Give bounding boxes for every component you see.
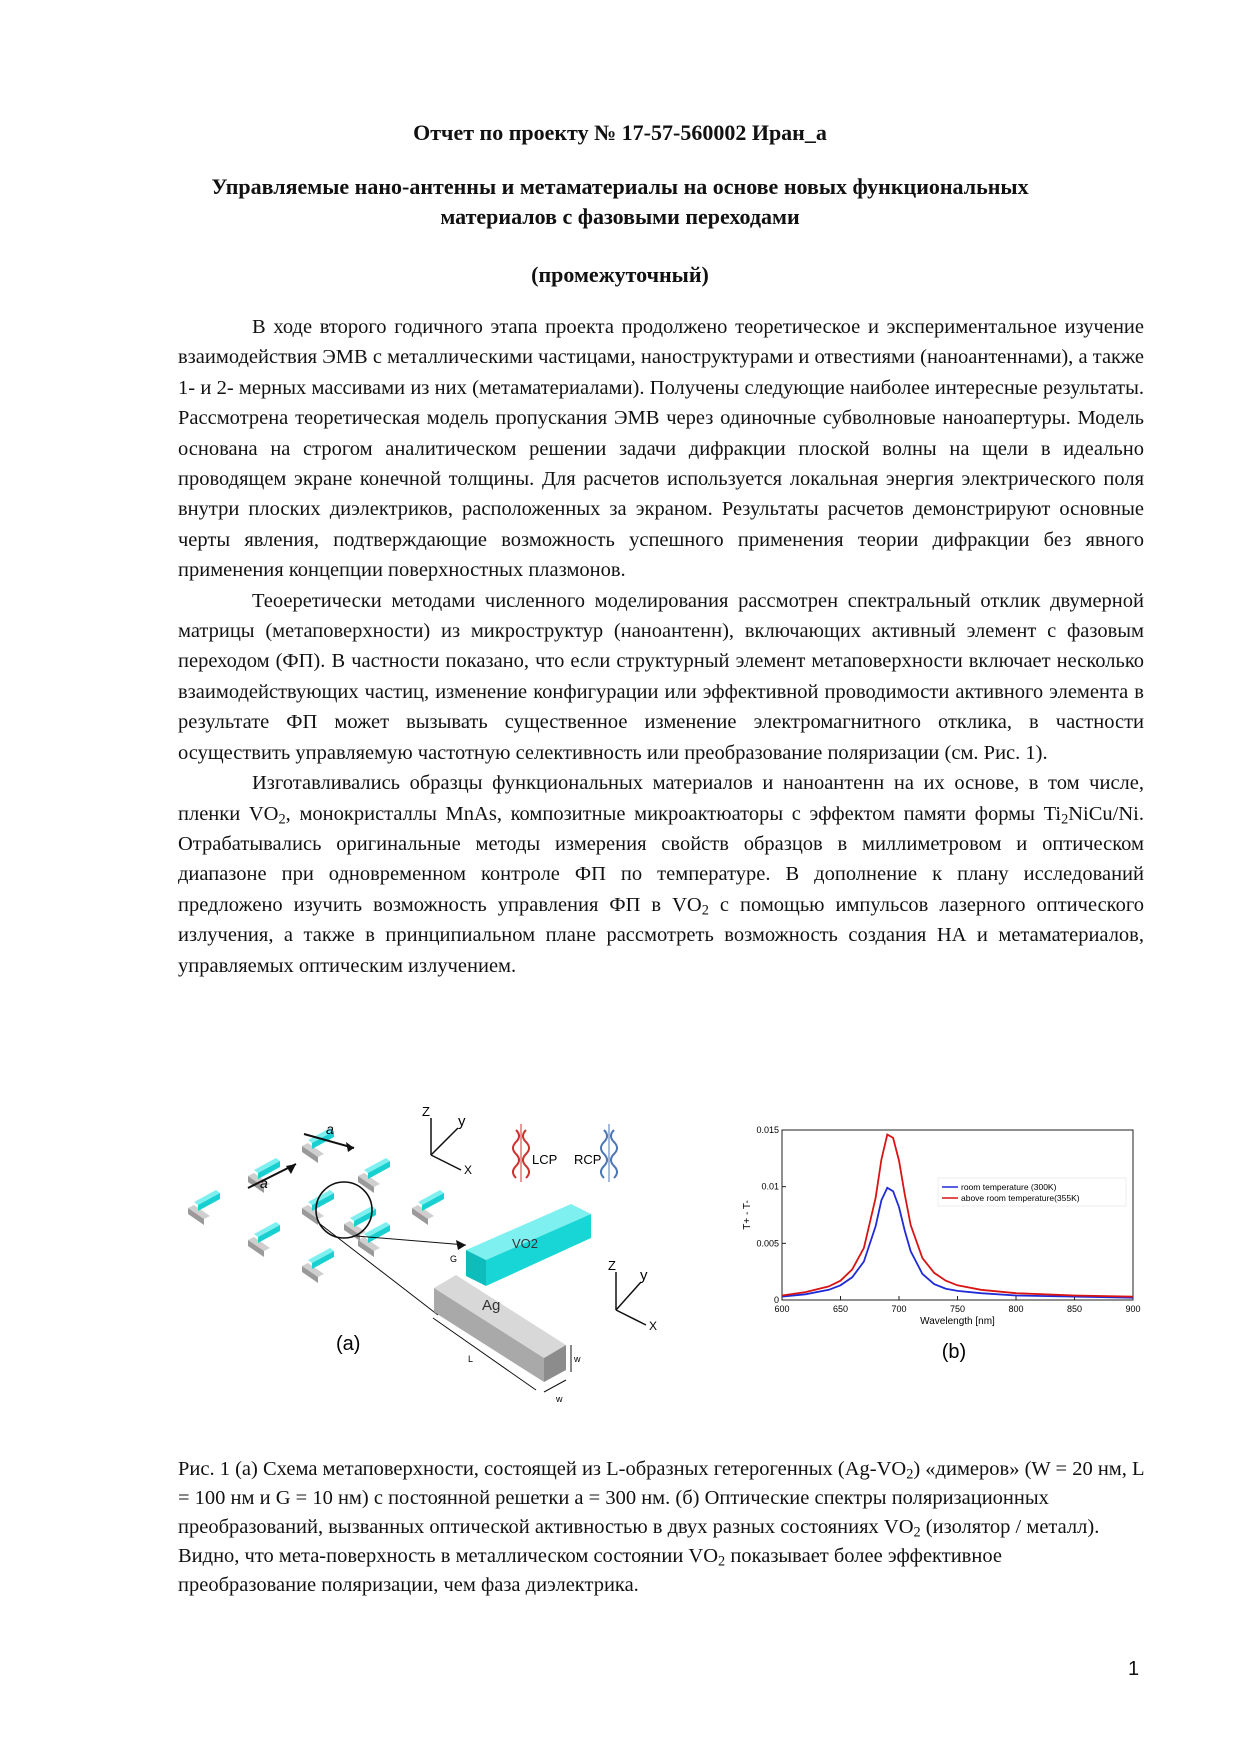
x-tick-label: 900 (1125, 1304, 1141, 1314)
y-axis-label: T+ - T- (742, 1200, 753, 1230)
lcp-helix-icon (513, 1130, 519, 1178)
rcp-label: RCP (574, 1152, 602, 1167)
zoom-arrow-head (456, 1240, 466, 1250)
y-tick-label: 0.01 (761, 1181, 779, 1192)
axis-x-bottom: X (649, 1319, 658, 1333)
ag-label: Ag (482, 1297, 501, 1314)
report-subtitle: Управляемые нано-антенны и метаматериалы на основе новых функциональных материалов с фазовыми переходами (211, 174, 1029, 229)
page-number: 1 (1128, 1658, 1140, 1680)
dimer-7 (358, 1222, 390, 1257)
paragraph-3: Изготавливались образцы функциональных материалов и наноантенн на их основе, в том числе, пленки $VO_2$, монокристаллы MnAs, композитные микроактюаторы с эффектом памяти формы $Ti_2NiCu/Ni$. Отрабатывались оригинальные методы измерения свойств образцов в миллиметровом и оптическом диапазоне при одновременном контроле ФП по температуре. В дополнение к плану исследований предложено изучить возможность управления ФП в $VO_2$ с помощью импульсов лазерного оптического излучения, а также в принципиальном плане рассмотреть возможность создания НА и метаматериалов, управляемых оптическим излучением. (178, 772, 1144, 977)
y-tick-label: 0.015 (756, 1125, 779, 1135)
y-tick-label: 0.005 (756, 1238, 779, 1249)
axis-y-bottom: y (640, 1267, 648, 1284)
paragraph-1: В ходе второго годичного этапа проекта продолжено теоретическое и экспериментальное изучение взаимодействия ЭМВ с металлическими частицами, наноструктурами и отвестиями (наноантеннами), а также 1- и 2- мерных массивами из них (метаматериалами). Получены следующие наиболее интересные результаты. Рассмотрена теоретическая модель пропускания ЭМВ через одиночные субволновые наноапертуры. Модель основана на строгом аналитическом решении задачи дифракции плоской волны на щели в идеально проводящем экране конечной толщины. Для расчетов используется локальная энергия электрического поля внутри плоских диэлектриков, расположенных за экраном. Результаты расчетов демонстрируют основные черты явления, подтверждающие возможность успешного применения теории дифракции без явного применения концепции поверхностных плазмонов. (178, 316, 1144, 582)
plot-area (782, 1130, 1133, 1300)
ag-bar (434, 1275, 566, 1382)
lattice-label-a1: a (326, 1121, 334, 1137)
x-tick-label: 750 (949, 1304, 966, 1314)
panel-a-label: (a) (336, 1333, 361, 1355)
height-label: w (574, 1354, 581, 1364)
paragraph-2: Теоеретически методами численного моделирования рассмотрен спектральный отклик двумерной матрицы (метаповерхности) из микроструктур (наноантенн), включающих активный элемент с фазовым переходом (ФП). В частности показано, что если структурный элемент метаповерхности включает несколько взаимодействующих частиц, изменение конфигурации или эффективной проводимости активного элемента в результате ФП может вызывать существенное изменение электромагнитного отклика, в частности осуществить управляемую частотную селективность или преобразование поляризации (см. Рис. 1). (178, 589, 1144, 764)
report-stage: (промежуточный) (531, 262, 709, 287)
x-tick-label: 850 (1066, 1304, 1083, 1314)
legend-label-2: above room temperature(355K) (961, 1193, 1080, 1203)
report-title: Отчет по проекту № 17-57-560002 Иран_а (413, 120, 827, 145)
x-tick-label: 600 (774, 1304, 790, 1314)
report-body (178, 312, 1144, 981)
dimer-6 (248, 1222, 280, 1257)
dimer-8 (412, 1190, 444, 1225)
length-label: L (468, 1354, 474, 1364)
dimer-3 (188, 1190, 220, 1225)
legend-label-1: room temperature (300K) (961, 1182, 1057, 1192)
panel-b-label: (b) (941, 1341, 967, 1363)
axis-z-top: Z (422, 1104, 430, 1119)
rcp-helix-icon (601, 1130, 607, 1178)
figure-b-chart (738, 1122, 1163, 1427)
axes-top (431, 1118, 461, 1170)
width-label: w (556, 1394, 563, 1404)
axis-y-top: y (458, 1113, 466, 1130)
x-tick-label: 650 (832, 1304, 849, 1314)
gap-label: G (450, 1254, 458, 1264)
dimer-9 (302, 1248, 334, 1283)
lattice-label-a2: a (260, 1175, 268, 1191)
x-tick-label: 800 (1008, 1304, 1024, 1314)
figure-a-schematic (176, 1100, 731, 1420)
x-axis-label: Wavelength [nm] (920, 1316, 995, 1327)
figure-caption: Рис. 1 (а) Схема метаповерхности, состоящей из L-образных гетерогенных $(Ag-VO_2)$ «димеров» (W = 20 нм, L = 100 нм и G = 10 нм) с постоянной решетки a = 300 нм. (б) Оптические спектры поляризационных преобразований, вызванных оптической активностью в двух разных состояниях $VO_2$ (изолятор / металл). Видно, что мета-поверхность в металлическом состоянии $VO_2$ показывает более эффективное преобразование поляризации, чем фаза диэлектрика. (178, 1458, 1144, 1596)
lcp-label: LCP (532, 1152, 558, 1167)
vo2-label: VO2 (512, 1236, 539, 1251)
dimer-4 (358, 1158, 390, 1193)
width-dimension (544, 1380, 566, 1392)
axis-z-bottom: Z (608, 1258, 616, 1273)
x-tick-label: 700 (891, 1304, 907, 1314)
y-tick-label: 0 (773, 1295, 779, 1305)
axis-x-top: X (464, 1163, 473, 1177)
